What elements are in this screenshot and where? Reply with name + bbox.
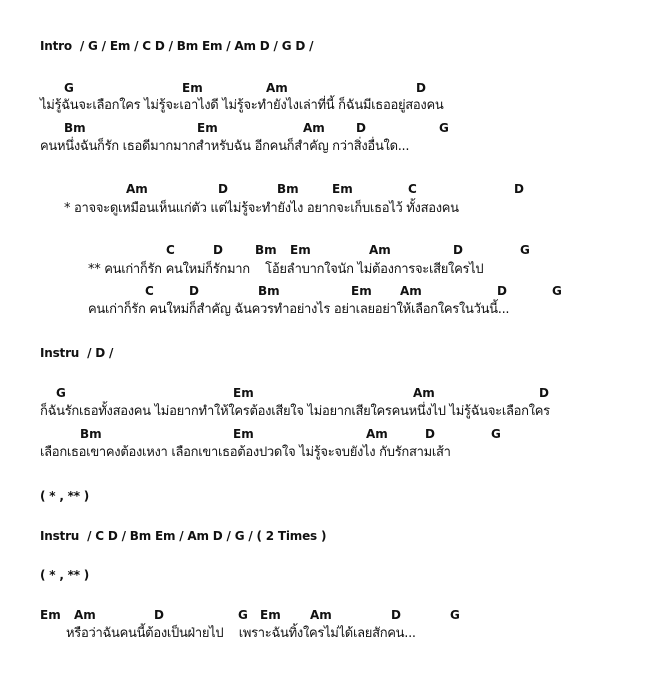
chord: Em (290, 243, 311, 257)
chorus2-line1-lyric: ** คนเก่าก็รัก คนใหม่ก็รักมาก โอ้ยลำบากใจนัก ไม่ต้องการจะเสียใครไป (88, 262, 484, 277)
repeat1-marker: ( * , ** ) (40, 489, 90, 503)
chord: Am (369, 243, 391, 257)
chord: Am (400, 284, 422, 298)
chord: Am (413, 386, 435, 400)
instru2-progression: / C D / Bm Em / Am D / G / ( 2 Times ) (87, 529, 327, 543)
chord: G (552, 284, 562, 298)
chord: Em (332, 182, 353, 196)
instru2-line (40, 529, 326, 543)
intro-label: Intro (40, 39, 72, 53)
chord: C (145, 284, 154, 298)
outro-line1-lyric: หรือว่าฉันคนนี้ต้องเป็นฝ่ายไป เพราะฉันทิ้งใครไม่ได้เลยสักคน... (66, 626, 416, 641)
chord: D (539, 386, 549, 400)
instru1-line (40, 346, 113, 360)
instru1-label: Instru (40, 346, 80, 360)
chord: G (520, 243, 530, 257)
chord: Am (126, 182, 148, 196)
verse1-line1-lyric: ไม่รู้ฉันจะเลือกใคร ไม่รู้จะเอาไงดี ไม่รู้จะทำยังไงเล่าที่นี้ ก็ฉันมีเธออยู่สองคน (40, 98, 444, 113)
chord: Am (74, 608, 96, 622)
chord: Bm (255, 243, 277, 257)
chord: Em (233, 427, 254, 441)
chord: Bm (277, 182, 299, 196)
chord: D (514, 182, 524, 196)
verse2-line2-lyric: เลือกเธอเขาคงต้องเหงา เลือกเขาเธอต้องปวดใจ ไม่รู้จะจบยังไง กับรักสามเส้า (40, 445, 451, 460)
chord: D (218, 182, 228, 196)
chord: D (189, 284, 199, 298)
chord: D (391, 608, 401, 622)
instru1-progression: / D / (87, 346, 114, 360)
intro-line (40, 39, 313, 53)
chord: Am (303, 121, 325, 135)
chord: D (453, 243, 463, 257)
chord: Bm (64, 121, 86, 135)
repeat2-marker: ( * , ** ) (40, 568, 90, 582)
chord: Am (310, 608, 332, 622)
chord: G (450, 608, 460, 622)
chord: Bm (80, 427, 102, 441)
chord: Am (366, 427, 388, 441)
intro-progression: / G / Em / C D / Bm Em / Am D / G D / (79, 39, 314, 53)
chord: C (408, 182, 417, 196)
chord: Em (351, 284, 372, 298)
chorus2-line2-lyric: คนเก่าก็รัก คนใหม่ก็สำคัญ ฉันควรทำอย่างไร อย่าเลยอย่าให้เลือกใครในวันนี้... (88, 302, 510, 317)
chord: G (439, 121, 449, 135)
chord: D (416, 81, 426, 95)
chord: G (56, 386, 66, 400)
instru2-label: Instru (40, 529, 80, 543)
chord: G (64, 81, 74, 95)
chord: Em (233, 386, 254, 400)
chord: G (238, 608, 248, 622)
chord: D (425, 427, 435, 441)
chord: C (166, 243, 175, 257)
chord: D (154, 608, 164, 622)
chord: Am (266, 81, 288, 95)
verse2-line1-lyric: ก็ฉันรักเธอทั้งสองคน ไม่อยากทำให้ใครต้องเสียใจ ไม่อยากเสียใครคนหนึ่งไป ไม่รู้ฉันจะเลือกใคร (40, 404, 550, 419)
chord: D (213, 243, 223, 257)
chord: G (491, 427, 501, 441)
chord: D (497, 284, 507, 298)
chord: D (356, 121, 366, 135)
chord: Em (40, 608, 61, 622)
chord: Bm (258, 284, 280, 298)
chord: Em (260, 608, 281, 622)
verse1-line2-lyric: คนหนึ่งฉันก็รัก เธอดีมากมากสำหรับฉัน อีกคนก็สำคัญ กว่าสิ่งอื่นใด... (40, 139, 410, 154)
chord: Em (197, 121, 218, 135)
chorus1-line1-lyric: * อาจจะดูเหมือนเห็นแก่ตัว แต่ไม่รู้จะทำยังไง อยากจะเก็บเธอไว้ ทั้งสองคน (64, 201, 459, 216)
chord: Em (182, 81, 203, 95)
